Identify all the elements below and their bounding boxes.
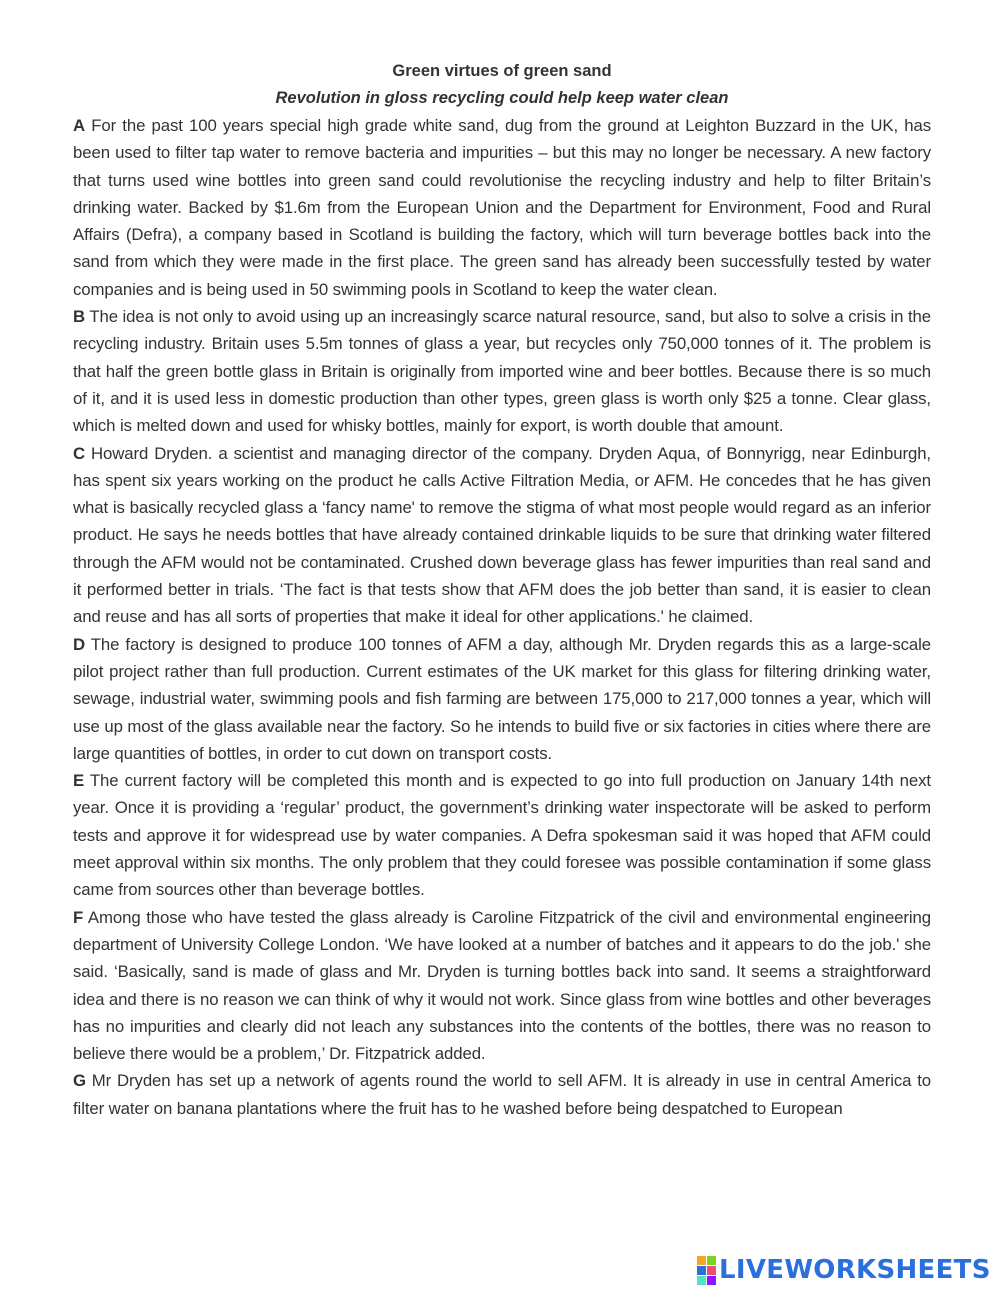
paragraph-text: The idea is not only to avoid using up an increasingly scarce natural resource, sand, but also to solve a crisis in the recycling industry. Britain uses 5.5m tonnes of glass a year, but recycles only 750,000 tonnes of it. The problem is that half the green bottle glass in Britain is originally from imported wine and beer bottles. Because there is so much of it, and it is used less in domestic production than other types, green glass is worth only $25 a tonne. Clear glass, which is melted down and used for whisky bottles, mainly for export, is worth double that amount. bbox=[73, 307, 931, 436]
paragraph-letter: G bbox=[73, 1071, 86, 1091]
liveworksheets-logo[interactable] bbox=[697, 1255, 991, 1285]
paragraph-e bbox=[73, 767, 931, 903]
paragraph-letter: E bbox=[73, 771, 85, 791]
paragraph-text: Among those who have tested the glass already is Caroline Fitzpatrick of the civil and environmental engineering department of University College London. ‘We have looked at a number of batches and it appears to do the job.' she said. ‘Basically, sand is made of glass and Mr. Dryden is turning bottles back into sand. It seems a straightforward idea and there is no reason we can think of why it would not work. Since glass from wine bottles and other beverages has no impurities and clearly did not leach any substances into the contents of the bottles, there was no reason to believe there would be a problem,’ Dr. Fitzpatrick added. bbox=[73, 907, 931, 1064]
paragraph-letter: A bbox=[73, 116, 86, 135]
paragraph-b bbox=[73, 303, 931, 439]
paragraph-a bbox=[73, 112, 931, 303]
article-subtitle: Revolution in gloss recycling could help keep water clean bbox=[275, 89, 729, 107]
paragraph-text: The factory is designed to produce 100 tonnes of AFM a day, although Mr. Dryden regards this as a large-scale pilot project rather than full production. Current estimates of the UK market for this glass for filtering drinking water, sewage, industrial water, swimming pools and fish farming are between 175,000 to 217,000 tonnes a year, which will use up most of the glass available near the factory. So he intends to build five or six factories in cities where there are large quantities of bottles, in order to cut down on transport costs. bbox=[73, 634, 931, 763]
paragraph-letter: D bbox=[73, 634, 86, 654]
paragraph-f bbox=[73, 904, 931, 1068]
logo-text: LIVEWORKSHEETS bbox=[719, 1255, 991, 1285]
article bbox=[73, 58, 931, 1122]
paragraph-g bbox=[73, 1067, 931, 1122]
paragraph-text: For the past 100 years special high grade white sand, dug from the ground at Leighton Buzzard in the UK, has been used to filter tap water to remove bacteria and impurities – but this may no longer be necessary. A new factory that turns used wine bottles into green sand could revolutionise the recycling industry and help to filter Britain’s drinking water. Backed by $1.6m from the European Union and the Department for Environment, Food and Rural Affairs (Defra), a company based in Scotland is building the factory, which will turn beverage bottles back into the sand from which they were made in the first place. The green sand has already been successfully tested by water companies and is being used in 50 swimming pools in Scotland to keep the water clean. bbox=[73, 116, 931, 299]
paragraph-c bbox=[73, 440, 931, 631]
paragraph-d bbox=[73, 631, 931, 767]
paragraph-letter: F bbox=[73, 907, 84, 927]
article-title: Green virtues of green sand bbox=[392, 62, 612, 80]
paragraph-text: Mr Dryden has set up a network of agents round the world to sell AFM. It is already in use in central America to filter water on banana plantations where the fruit has to he washed before being despatched to European bbox=[73, 1071, 931, 1118]
paragraph-text: Howard Dryden. a scientist and managing director of the company. Dryden Aqua, of Bonnyrigg, near Edinburgh, has spent six years working on the product he calls Active Filtration Media, or AFM. He concedes that he has given what is basically recycled glass a ‘fancy name' to remove the stigma of what most people would regard as an inferior product. He says he needs bottles that have already contained drinkable liquids to be sure that drinking water filtered through the AFM would not be contaminated. Crushed down beverage glass has fewer impurities than real sand and it performed better in trials. ‘The fact is that tests show that AFM does the job better than sand, it is easier to clean and reuse and has all sorts of properties that make it ideal for other applications.' he claimed. bbox=[73, 443, 931, 627]
paragraph-letter: B bbox=[73, 307, 86, 327]
paragraph-text: The current factory will be completed this month and is expected to go into full production on January 14th next year. Once it is providing a ‘regular’ product, the government’s drinking water inspectorate will be asked to perform tests and approve it for widespread use by water companies. A Defra spokesman said it was hoped that AFM could meet approval within six months. The only problem that they could foresee was possible contamination if some glass came from sources other than beverage bottles. bbox=[73, 771, 931, 900]
liveworksheets-logo-icon bbox=[697, 1256, 716, 1285]
paragraph-letter: C bbox=[73, 443, 86, 463]
